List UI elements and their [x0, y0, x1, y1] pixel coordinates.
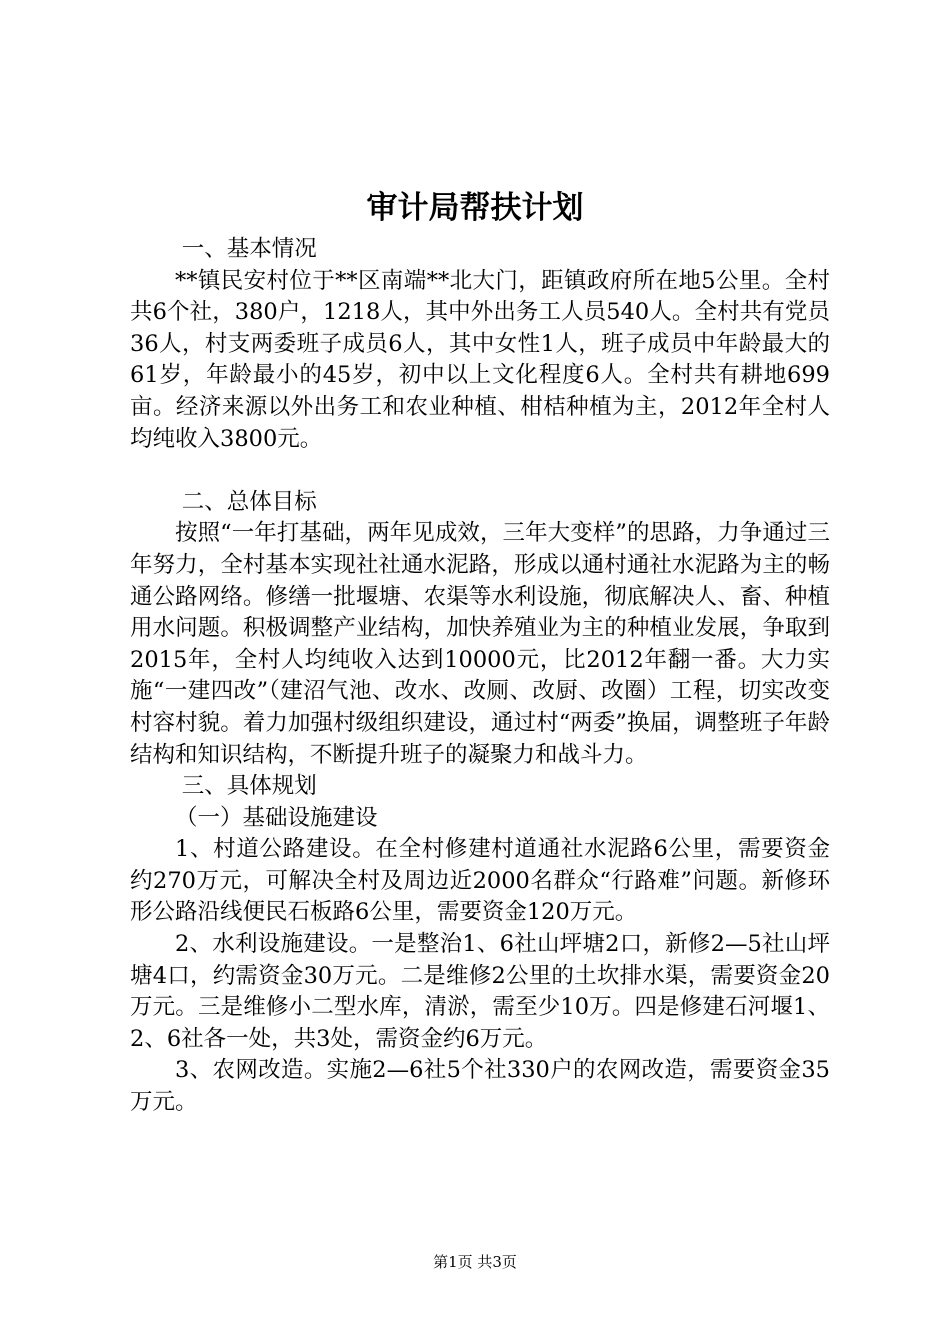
section-heading-specific-plans: 三、具体规划	[181, 773, 317, 800]
paragraph-overall-goals: 按照“一年打基础，两年见成效，三年大变样”的思路，力争通过三年努力，全村基本实现社社通水泥路，形成以通村通社水泥路为主的畅通公路网络。修缮一批堰塘、农渠等水利设施，彻底解决人、畜、种植用水问题。积极调整产业结构，加快养殖业为主的种植业发展，争取到2015年，全村人均纯收入达到10000元，比2012年翻一番。大力实施“一建四改”（建沼气池、改水、改厕、改厨、改圈）工程，切实改变村容村貌。着力加强村级组织建设，通过村“两委”换届，调整班子年龄结构和知识结构，不断提升班子的凝聚力和战斗力。	[130, 520, 830, 768]
list-item-power-grid: 3、农网改造。实施2—6社5个社330户的农网改造，需要资金35万元。	[130, 1057, 830, 1116]
list-item-water-facilities: 2、水利设施建设。一是整治1、6社山坪塘2口，新修2—5社山坪塘4口，约需资金30万元。二是维修2公里的土坎排水渠，需要资金20万元。三是维修小二型水库，清淤，需至少10万。四是修建石河堰1、2、6社各一处，共3处，需资金约6万元。	[130, 931, 830, 1052]
document-body	[130, 234, 830, 1119]
page-title: 审计局帮扶计划	[366, 190, 584, 226]
section-heading-basic-info: 一、基本情况	[181, 236, 317, 262]
list-item-road-construction: 1、村道公路建设。在全村修建村道通社水泥路6公里，需要资金约270万元，可解决全村及周边近2000名群众“行路难”问题。新修环形公路沿线便民石板路6公里，需要资金120万元。	[130, 836, 830, 926]
paragraph-gap	[130, 455, 830, 487]
paragraph-basic-info: **镇民安村位于**区南端**北大门，距镇政府所在地5公里。全村共6个社，380户，1218人，其中外出务工人员540人。全村共有党员36人，村支两委班子成员6人，其中女性1人，班子成员中年龄最大的61岁，年龄最小的45岁，初中以上文化程度6人。全村共有耕地699亩。经济来源以外出务工和农业种植、柑桔种植为主，2012年全村人均纯收入3800元。	[130, 267, 830, 452]
page-number-footer: 第1页 共3页	[433, 1253, 517, 1271]
subheading-infrastructure: （一）基础设施建设	[175, 804, 378, 831]
section-heading-overall-goals: 二、总体目标	[181, 488, 317, 515]
